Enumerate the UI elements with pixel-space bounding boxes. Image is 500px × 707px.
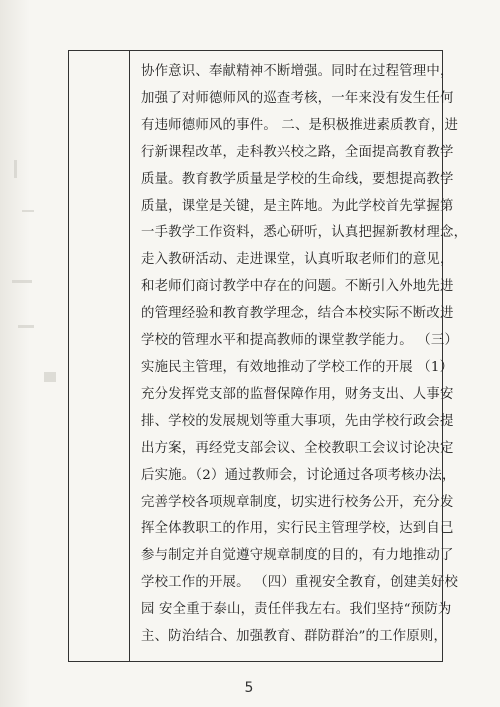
body-line: 有违师德师风的事件。 二、是积极推进素质教育，进 xyxy=(141,117,459,133)
label-column-divider xyxy=(129,51,130,661)
body-line: 充分发挥党支部的监督保障作用，财务支出、人事安 xyxy=(141,386,454,402)
body-line: 完善学校各项规章制度，切实进行校务公开，充分发 xyxy=(141,494,454,510)
body-line: 实施民主管理，有效地推动了学校工作的开展 （1） xyxy=(141,359,454,375)
content-cell xyxy=(141,59,468,651)
body-line: 和老师们商讨教学中存在的问题。不断引入外地先进 xyxy=(141,279,454,295)
page-number: 5 xyxy=(244,680,254,696)
body-line: 协作意识、奉献精神不断增强。同时在过程管理中， xyxy=(141,64,454,79)
body-line: 排、学校的发展规划等重大事项，先由学校行政会提 xyxy=(141,413,454,429)
bleed-through-marks xyxy=(8,150,58,410)
body-line: 质量。教育教学质量是学校的生命线，要想提高教学 xyxy=(141,171,454,187)
form-table xyxy=(68,50,468,662)
body-line: 挥全体教职工的作用，实行民主管理学校，达到自己 xyxy=(141,521,454,537)
body-line: 后实施。（2）通过教师会，讨论通过各项考核办法， xyxy=(141,467,456,483)
body-line: 行新课程改革，走科教兴校之路，全面提高教育教学 xyxy=(141,144,454,160)
body-line: 学校工作的开展。 （四）重视安全教育，创建美好校 xyxy=(141,575,459,591)
body-line: 走入教研活动、走进课堂，认真听取老师们的意见， xyxy=(141,252,454,268)
body-line: 学校的管理水平和提高教师的课堂教学能力。 （三） xyxy=(141,333,459,349)
body-line: 一手教学工作资料，悉心研听，认真把握新教材理念， xyxy=(141,225,468,241)
body-line: 主、防治结合、加强教育、群防群治”的工作原则， xyxy=(141,629,448,645)
body-line: 的管理经验和教育教学理念，结合本校实际不断改进 xyxy=(141,306,454,322)
body-line: 参与制定并自觉遵守规章制度的目的，有力地推动了 xyxy=(141,548,454,564)
body-line: 出方案，再经党支部会议、全校教职工会议讨论决定 xyxy=(141,440,454,456)
body-line: 园 安全重于泰山，责任伴我左右。我们坚持“预防为 xyxy=(141,602,452,618)
body-line: 质量，课堂是关键，是主阵地。为此学校首先掌握第 xyxy=(141,198,454,214)
body-line: 加强了对师德师风的巡查考核，一年来没有发生任何 xyxy=(141,90,454,106)
